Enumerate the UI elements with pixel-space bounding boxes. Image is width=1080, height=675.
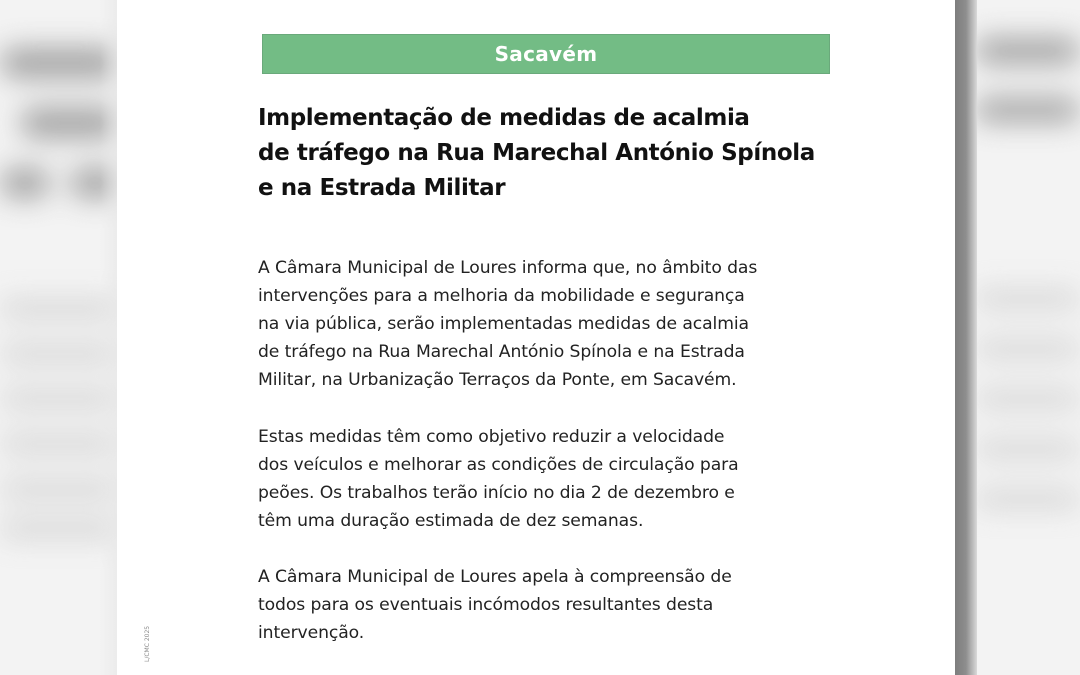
headline-line: de tráfego na Rua Marechal António Spínola	[258, 140, 815, 166]
page-right-shadow	[955, 0, 977, 675]
location-label: Sacavém	[494, 42, 598, 66]
headline	[258, 101, 858, 206]
location-banner	[262, 34, 830, 74]
paragraph-line: têm uma duração estimada de dez semanas.	[258, 511, 644, 531]
paragraph-line: de tráfego na Rua Marechal António Spínola e na Estrada	[258, 342, 745, 362]
headline-line: Implementação de medidas de acalmia	[258, 105, 750, 131]
paragraph-objectives	[258, 423, 838, 535]
paragraph-line: Estas medidas têm como objetivo reduzir a velocidade	[258, 427, 725, 447]
paragraph-appeal	[258, 563, 838, 647]
paragraph-line: intervenções para a melhoria da mobilidade e segurança	[258, 286, 745, 306]
paragraph-line: intervenção.	[258, 623, 365, 643]
paragraph-line: A Câmara Municipal de Loures apela à compreensão de	[258, 567, 732, 587]
notice-page	[117, 0, 955, 675]
page-left-shadow	[100, 0, 118, 675]
paragraph-announcement	[258, 254, 838, 394]
paragraph-line: A Câmara Municipal de Loures informa que, no âmbito das	[258, 258, 758, 278]
headline-line: e na Estrada Militar	[258, 175, 506, 201]
image-credit: L/CMC 2025	[144, 625, 151, 662]
paragraph-line: todos para os eventuais incómodos resultantes desta	[258, 595, 714, 615]
paragraph-line: Militar, na Urbanização Terraços da Ponte, em Sacavém.	[258, 370, 737, 390]
paragraph-line: na via pública, serão implementadas medidas de acalmia	[258, 314, 749, 334]
paragraph-line: dos veículos e melhorar as condições de circulação para	[258, 455, 739, 475]
paragraph-line: peões. Os trabalhos terão início no dia 2 de dezembro e	[258, 483, 735, 503]
